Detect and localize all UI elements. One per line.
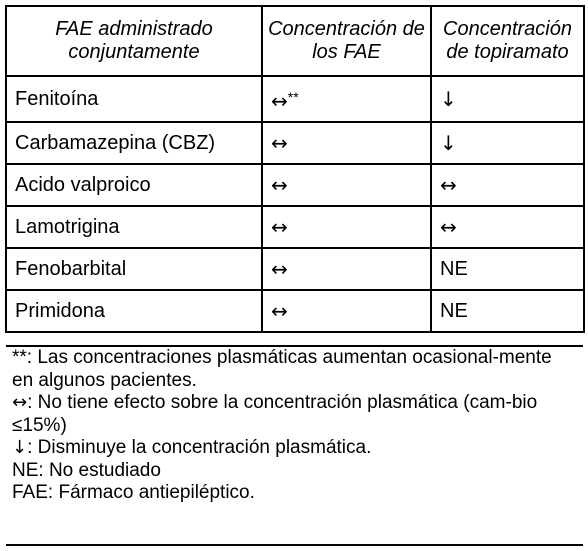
topiramato-concentration-cell	[431, 164, 584, 206]
footnote-text: : Fármaco antiepiléptico.	[47, 482, 255, 503]
column-header-concentracion-topiramato: Concentración de topiramato	[431, 6, 584, 76]
effect-symbol: ↓	[440, 86, 457, 111]
table-row	[6, 122, 584, 164]
footnote-item	[12, 347, 578, 392]
drug-name-cell: Fenitoína	[6, 76, 262, 122]
effect-symbol: NE	[440, 258, 468, 280]
footnote-symbol: FAE	[12, 482, 48, 503]
effect-symbol: ↔	[271, 88, 288, 113]
column-header-fae-administrado: FAE administrado conjuntamente	[6, 6, 262, 76]
footnote-item	[12, 392, 578, 437]
fae-concentration-cell	[262, 76, 431, 122]
effect-symbol: ↔	[440, 214, 457, 239]
column-header-concentracion-fae: Concentración de los FAE	[262, 6, 431, 76]
fae-concentration-cell	[262, 206, 431, 248]
drug-name-cell: Primidona	[6, 290, 262, 332]
table-header-row	[6, 6, 584, 76]
effect-symbol: ↓	[440, 130, 457, 155]
fae-concentration-cell	[262, 122, 431, 164]
footnote-item	[12, 482, 578, 505]
footnote-text: : Las concentraciones plasmáticas aumentan ocasional-mente en algunos pacientes.	[12, 347, 552, 391]
effect-symbol: ↔	[271, 130, 288, 155]
footnote-symbol: ↔	[12, 392, 28, 413]
effect-symbol: ↔	[440, 172, 457, 197]
fae-concentration-cell	[262, 248, 431, 290]
effect-symbol: NE	[440, 300, 468, 322]
table-row	[6, 76, 584, 122]
footnote-symbol: ↓	[12, 437, 28, 458]
table-row	[6, 248, 584, 290]
topiramato-concentration-cell	[431, 76, 584, 122]
interaction-table	[5, 5, 585, 333]
topiramato-concentration-cell	[431, 122, 584, 164]
drug-name-cell: Carbamazepina (CBZ)	[6, 122, 262, 164]
footnote-marker: **	[287, 88, 299, 105]
drug-name-cell: Acido valproico	[6, 164, 262, 206]
effect-symbol: ↔	[271, 172, 288, 197]
footnote-item	[12, 460, 578, 483]
footnote-symbol: NE	[12, 459, 39, 481]
footnotes	[12, 347, 578, 505]
footnote-symbol: **	[12, 347, 27, 368]
bottom-divider	[6, 544, 583, 546]
topiramato-concentration-cell	[431, 248, 584, 290]
topiramato-concentration-cell	[431, 290, 584, 332]
footnote-text: : Disminuye la concentración plasmática.	[27, 437, 372, 458]
topiramato-concentration-cell	[431, 206, 584, 248]
effect-symbol: ↔	[271, 298, 288, 323]
fae-concentration-cell	[262, 290, 431, 332]
effect-symbol: ↔	[271, 214, 288, 239]
fae-concentration-cell	[262, 164, 431, 206]
footnote-item	[12, 437, 578, 460]
footnote-text: : No estudiado	[38, 459, 161, 481]
table-row	[6, 164, 584, 206]
footnote-text: : No tiene efecto sobre la concentración plasmática (cam-bio ≤15%)	[12, 392, 538, 436]
drug-name-cell: Lamotrigina	[6, 206, 262, 248]
effect-symbol: ↔	[271, 256, 288, 281]
table-row	[6, 290, 584, 332]
table-row	[6, 206, 584, 248]
drug-name-cell: Fenobarbital	[6, 248, 262, 290]
